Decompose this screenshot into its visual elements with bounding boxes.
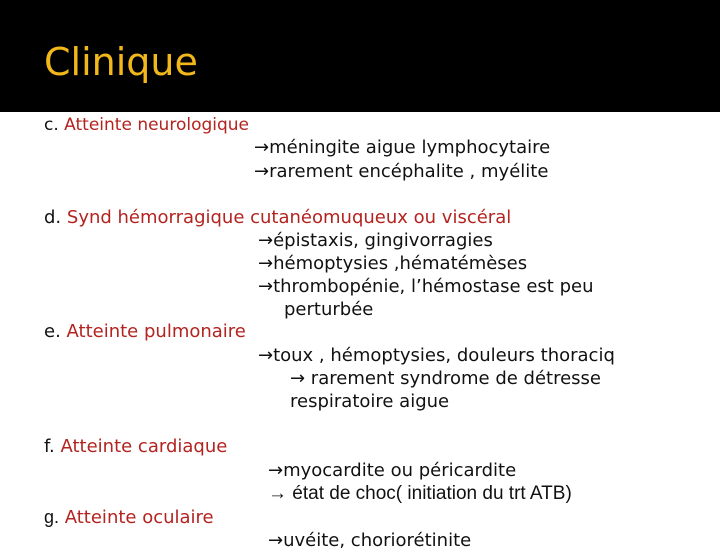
section-e-title: Atteinte pulmonaire [66,321,246,342]
section-g-letter: g. [44,507,60,527]
section-d-title: Synd hémorragique cutanéomuqueux ou viscéral [66,207,512,228]
section-d-letter: d. [44,207,62,228]
section-d-item-4: perturbée [284,299,374,320]
section-g-title: Atteinte oculaire [64,507,214,528]
section-f-title: Atteinte cardiaque [60,436,228,457]
section-d-heading [44,207,511,229]
section-e-item-1: →toux , hémoptysies, douleurs thoraciq [258,345,615,366]
section-g-item-1: →uvéite, choriorétinite [268,530,472,551]
section-f-heading [44,436,227,458]
section-c-item-1: →méningite aigue lymphocytaire [254,137,551,158]
section-c-letter: c. [44,115,59,135]
section-f-item-2: → état de choc( initiation du trt ATB) [268,483,572,504]
section-f-item-1: →myocardite ou péricardite [268,460,517,481]
section-e-letter: e. [44,321,61,342]
section-e-item-3: respiratoire aigue [290,391,450,412]
section-c-heading [44,114,249,136]
section-f-letter: f. [44,436,55,457]
section-d-item-1: →épistaxis, gingivorragies [258,230,493,251]
section-d-item-2: →hémoptysies ,hématémèses [258,253,528,274]
section-c-title: Atteinte neurologique [64,115,250,135]
slide-title: Clinique [44,40,198,84]
section-e-heading [44,321,246,343]
section-d-item-3: →thrombopénie, l’hémostase est peu [258,276,594,297]
section-e-item-2: → rarement syndrome de détresse [290,368,602,389]
section-g-heading [44,506,214,529]
title-bar [0,0,720,112]
section-c-item-2: →rarement encéphalite , myélite [254,161,549,182]
